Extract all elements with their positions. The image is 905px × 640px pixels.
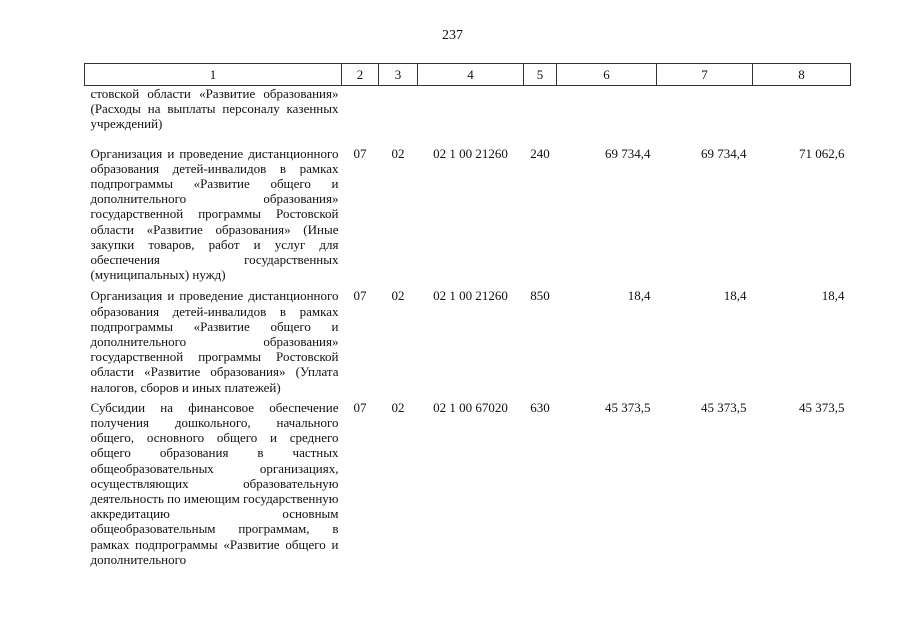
table-row — [85, 146, 851, 289]
col-header-5: 5 — [524, 64, 557, 86]
table-row — [85, 400, 851, 567]
amount-col-7 — [657, 86, 753, 146]
subsection-code — [379, 86, 418, 146]
col-header-7: 7 — [657, 64, 753, 86]
section-code: 07 — [353, 399, 367, 415]
col-header-2: 2 — [342, 64, 379, 86]
amount-col-6: 45 373,5 — [605, 399, 651, 415]
amount-col-8: 71 062,6 — [799, 145, 845, 161]
page-number: 237 — [442, 28, 463, 43]
subsection-code: 02 — [391, 399, 405, 415]
row-description: Субсидии на финансовое обеспечение получения дошкольного, начального общего, основного общего и среднего общего образования в частных общеобразовательных организациях, осуществляющих образовательную деятельность по имеющим государственную аккредитацию основным общеобразовательным программам, в рамках подпрограммы «Развитие общего и дополнительного — [90, 399, 339, 567]
amount-col-6 — [557, 86, 657, 146]
amount-col-7: 69 734,4 — [701, 145, 747, 161]
amount-col-6: 18,4 — [627, 288, 651, 304]
budget-table — [84, 63, 851, 567]
expense-type-code: 630 — [530, 399, 550, 415]
amount-col-8 — [753, 86, 851, 146]
target-article-code: 02 1 00 67020 — [433, 399, 508, 415]
section-code — [342, 86, 379, 146]
col-header-8: 8 — [753, 64, 851, 86]
table-row — [85, 288, 851, 399]
table-row — [85, 86, 851, 146]
col-header-6: 6 — [557, 64, 657, 86]
amount-col-7: 45 373,5 — [701, 399, 747, 415]
amount-col-7: 18,4 — [723, 288, 747, 304]
row-description: стовской области «Развитие образования» (Расходы на выплаты персоналу казенных учреждений) — [90, 86, 339, 132]
amount-col-6: 69 734,4 — [605, 145, 651, 161]
expense-type-code — [524, 86, 557, 146]
subsection-code: 02 — [391, 288, 405, 304]
col-header-4: 4 — [418, 64, 524, 86]
target-article-code — [418, 86, 524, 146]
col-header-1: 1 — [85, 64, 342, 86]
section-code: 07 — [353, 145, 367, 161]
section-code: 07 — [353, 288, 367, 304]
target-article-code: 02 1 00 21260 — [433, 288, 508, 304]
subsection-code: 02 — [391, 145, 405, 161]
amount-col-8: 45 373,5 — [799, 399, 845, 415]
expense-type-code: 240 — [530, 145, 550, 161]
amount-col-8: 18,4 — [821, 288, 845, 304]
target-article-code: 02 1 00 21260 — [433, 145, 508, 161]
expense-type-code: 850 — [530, 288, 550, 304]
header-row — [85, 64, 851, 86]
row-description: Организация и проведение дистанционного образования детей-инвалидов в рамках подпрограммы «Развитие общего и дополнительного образования» государственной программы Ростовской области «Развитие образования» (Уплата налогов, сборов и иных платежей) — [90, 288, 339, 395]
row-description: Организация и проведение дистанционного образования детей-инвалидов в рамках подпрограммы «Развитие общего и дополнительного образования» государственной программы Ростовской области «Развитие образования» (Иные закупки товаров, работ и услуг для обеспечения государственных (муниципальных) нужд) — [90, 145, 339, 283]
col-header-3: 3 — [379, 64, 418, 86]
